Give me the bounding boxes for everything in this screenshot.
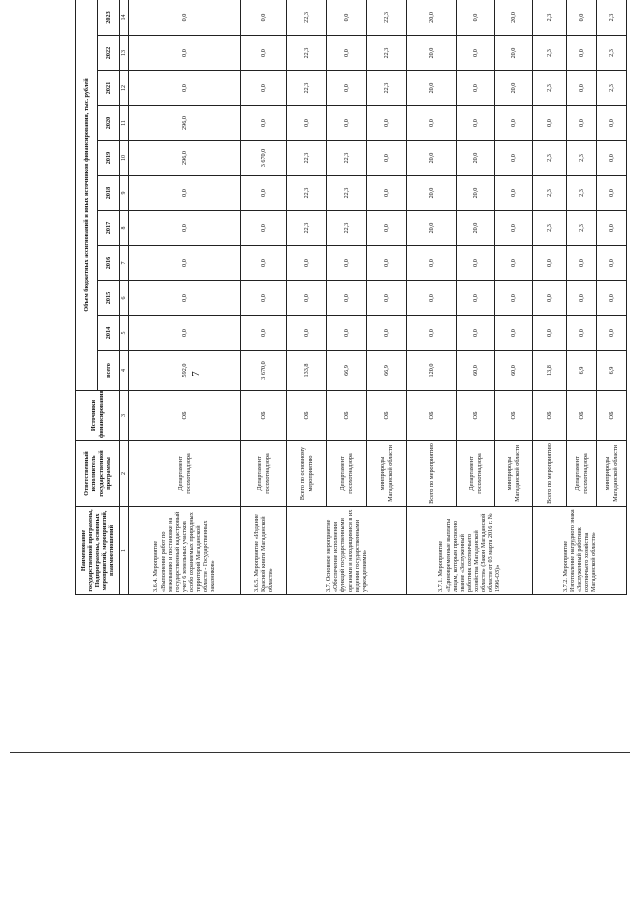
row-name: 3.6.5. Мероприятие «Издание Красной книги Магаданской области» bbox=[241, 507, 287, 595]
row-value: 3 670,0 bbox=[241, 141, 287, 176]
row-value: 0,0 bbox=[567, 106, 597, 141]
row-value: 0,0 bbox=[129, 246, 241, 281]
row-value: 133,8 bbox=[287, 351, 327, 391]
row-value: 0,0 bbox=[287, 281, 327, 316]
row-value: 120,0 bbox=[407, 351, 457, 391]
row-executor: Всего по мероприятию bbox=[533, 441, 567, 507]
row-source: ОБ bbox=[495, 391, 533, 441]
row-value: 0,0 bbox=[597, 316, 627, 351]
row-value: 20,0 bbox=[457, 176, 495, 211]
row-value: 22,3 bbox=[287, 211, 327, 246]
column-index-cell: 14 bbox=[120, 0, 129, 36]
row-value: 0,0 bbox=[407, 106, 457, 141]
row-value: 592,0 bbox=[129, 351, 241, 391]
row-value: 2,3 bbox=[533, 141, 567, 176]
row-value: 0,0 bbox=[327, 0, 367, 36]
header-total: всего bbox=[98, 351, 120, 391]
row-value: 0,0 bbox=[567, 246, 597, 281]
row-source: ОБ bbox=[567, 391, 597, 441]
row-value: 0,0 bbox=[457, 106, 495, 141]
row-value: 0,0 bbox=[457, 0, 495, 36]
row-value: 20,0 bbox=[407, 0, 457, 36]
row-value: 22,3 bbox=[287, 71, 327, 106]
row-name: 3.6.4. Мероприятие «Выполнение работ по межеванию и постановке на государственный кадастровый учет 6 земельных участков особо охраняемых природных территорий Магаданской области - Государственных заказников» bbox=[129, 507, 241, 595]
row-executor: Всего по основному мероприятию bbox=[287, 441, 327, 507]
row-value: 0,0 bbox=[597, 106, 627, 141]
header-year-2017: 2017 bbox=[98, 211, 120, 246]
table-row bbox=[597, 0, 627, 595]
row-value: 2,3 bbox=[597, 36, 627, 71]
row-value: 0,0 bbox=[129, 0, 241, 36]
header-name: Наименование государственной программы, Подпрограммы, основных мероприятий, мероприятий, взаимоотношений bbox=[76, 507, 120, 595]
row-value: 0,0 bbox=[367, 106, 407, 141]
row-value: 20,0 bbox=[495, 0, 533, 36]
row-value: 0,0 bbox=[407, 281, 457, 316]
row-value: 0,0 bbox=[495, 141, 533, 176]
row-value: 0,0 bbox=[495, 246, 533, 281]
row-value: 2,3 bbox=[533, 71, 567, 106]
row-value: 0,0 bbox=[567, 281, 597, 316]
row-value: 0,0 bbox=[533, 246, 567, 281]
row-value: 66,9 bbox=[327, 351, 367, 391]
row-value: 2,3 bbox=[533, 211, 567, 246]
row-value: 0,0 bbox=[129, 36, 241, 71]
row-value: 0,0 bbox=[327, 246, 367, 281]
row-value: 0,0 bbox=[287, 246, 327, 281]
column-index-cell: 4 bbox=[120, 351, 129, 391]
row-value: 0,0 bbox=[495, 211, 533, 246]
row-value: 0,0 bbox=[241, 246, 287, 281]
row-value: 20,0 bbox=[495, 71, 533, 106]
financing-table bbox=[75, 0, 627, 595]
row-value: 0,0 bbox=[567, 316, 597, 351]
row-value: 20,0 bbox=[407, 71, 457, 106]
page-number: 7 bbox=[189, 371, 202, 377]
row-name: 3.7. Основное мероприятие «Обеспечение исполнения функций государственными органами и находящимися в их ведении государственными учреждениями» bbox=[287, 507, 407, 595]
row-value: 0,0 bbox=[533, 281, 567, 316]
table-row bbox=[457, 0, 495, 595]
row-value: 0,0 bbox=[597, 176, 627, 211]
row-value: 0,0 bbox=[327, 281, 367, 316]
row-source: ОБ bbox=[241, 391, 287, 441]
column-index-cell: 6 bbox=[120, 281, 129, 316]
row-value: 0,0 bbox=[567, 0, 597, 36]
row-value: 2,3 bbox=[567, 176, 597, 211]
table-row bbox=[129, 0, 241, 595]
row-value: 22,3 bbox=[367, 36, 407, 71]
row-executor: Всего по мероприятию bbox=[407, 441, 457, 507]
table-row bbox=[287, 0, 327, 595]
row-source: ОБ bbox=[287, 391, 327, 441]
table-row bbox=[567, 0, 597, 595]
row-value: 0,0 bbox=[367, 176, 407, 211]
row-value: 0,0 bbox=[495, 176, 533, 211]
row-value: 0,0 bbox=[407, 246, 457, 281]
row-value: 0,0 bbox=[597, 281, 627, 316]
column-index-cell: 9 bbox=[120, 176, 129, 211]
row-value: 0,0 bbox=[533, 106, 567, 141]
row-value: 22,3 bbox=[327, 141, 367, 176]
row-value: 0,0 bbox=[327, 106, 367, 141]
row-value: 22,3 bbox=[287, 0, 327, 36]
header-executor: Ответственный исполнитель государственной программы bbox=[76, 441, 120, 507]
column-index-cell: 10 bbox=[120, 141, 129, 176]
row-value: 0,0 bbox=[287, 106, 327, 141]
row-value: 22,3 bbox=[327, 176, 367, 211]
row-value: 0,0 bbox=[367, 246, 407, 281]
row-value: 22,3 bbox=[287, 36, 327, 71]
column-index-cell: 11 bbox=[120, 106, 129, 141]
row-value: 3 670,0 bbox=[241, 351, 287, 391]
row-source: ОБ bbox=[129, 391, 241, 441]
row-value: 0,0 bbox=[287, 316, 327, 351]
row-value: 0,0 bbox=[241, 316, 287, 351]
row-value: 0,0 bbox=[457, 71, 495, 106]
row-value: 60,0 bbox=[495, 351, 533, 391]
row-source: ОБ bbox=[597, 391, 627, 441]
row-value: 0,0 bbox=[597, 246, 627, 281]
header-year-2020: 2020 bbox=[98, 106, 120, 141]
row-value: 20,0 bbox=[495, 36, 533, 71]
table-row bbox=[533, 0, 567, 595]
table-row bbox=[407, 0, 457, 595]
row-value: 2,3 bbox=[597, 0, 627, 36]
row-value: 20,0 bbox=[407, 141, 457, 176]
row-value: 2,3 bbox=[533, 36, 567, 71]
row-value: 0,0 bbox=[241, 211, 287, 246]
row-value: 20,0 bbox=[457, 211, 495, 246]
row-value: 20,0 bbox=[457, 141, 495, 176]
row-value: 0,0 bbox=[533, 316, 567, 351]
header-year-2015: 2015 bbox=[98, 281, 120, 316]
row-value: 13,8 bbox=[533, 351, 567, 391]
header-year-2018: 2018 bbox=[98, 176, 120, 211]
column-index-cell: 2 bbox=[120, 441, 129, 507]
header-year-2016: 2016 bbox=[98, 246, 120, 281]
header-year-2019: 2019 bbox=[98, 141, 120, 176]
row-value: 0,0 bbox=[129, 281, 241, 316]
row-value: 0,0 bbox=[129, 316, 241, 351]
row-executor: минприроды Магаданской области bbox=[597, 441, 627, 507]
column-index-cell: 12 bbox=[120, 71, 129, 106]
row-executor: Департамент госохотнадзора bbox=[129, 441, 241, 507]
row-value: 0,0 bbox=[567, 36, 597, 71]
row-source: ОБ bbox=[407, 391, 457, 441]
header-volume: Объем бюджетных ассигнований и иных источников финансирования, тыс. рублей bbox=[76, 0, 98, 391]
row-value: 22,3 bbox=[367, 71, 407, 106]
row-value: 2,3 bbox=[533, 0, 567, 36]
row-value: 22,3 bbox=[287, 176, 327, 211]
column-index-cell: 3 bbox=[120, 391, 129, 441]
row-executor: Департамент госохотнадзора bbox=[241, 441, 287, 507]
row-executor: Департамент госохотнадзора bbox=[327, 441, 367, 507]
table-row bbox=[495, 0, 533, 595]
row-executor: минприроды Магаданской области bbox=[367, 441, 407, 507]
row-value: 22,3 bbox=[327, 211, 367, 246]
row-value: 0,0 bbox=[129, 176, 241, 211]
row-value: 0,0 bbox=[495, 281, 533, 316]
column-index-cell: 5 bbox=[120, 316, 129, 351]
rotated-table-wrapper bbox=[75, 0, 619, 595]
row-source: ОБ bbox=[327, 391, 367, 441]
row-value: 0,0 bbox=[367, 316, 407, 351]
row-value: 60,0 bbox=[457, 351, 495, 391]
row-value: 0,0 bbox=[457, 36, 495, 71]
row-value: 0,0 bbox=[597, 141, 627, 176]
row-value: 0,0 bbox=[327, 71, 367, 106]
row-value: 2,3 bbox=[597, 71, 627, 106]
row-value: 0,0 bbox=[407, 316, 457, 351]
table-row bbox=[327, 0, 367, 595]
row-value: 0,0 bbox=[327, 36, 367, 71]
row-value: 66,9 bbox=[367, 351, 407, 391]
row-value: 0,0 bbox=[495, 106, 533, 141]
row-value: 22,3 bbox=[367, 0, 407, 36]
row-value: 296,0 bbox=[129, 106, 241, 141]
row-value: 0,0 bbox=[241, 0, 287, 36]
row-value: 0,0 bbox=[241, 281, 287, 316]
row-value: 296,0 bbox=[129, 141, 241, 176]
row-source: ОБ bbox=[367, 391, 407, 441]
row-value: 0,0 bbox=[457, 281, 495, 316]
table-row bbox=[241, 0, 287, 595]
row-source: ОБ bbox=[533, 391, 567, 441]
row-name: 3.7.2. Мероприятие Изготовление нагрудного знака «Заслуженный работник охотничьего хозяйства Магаданской области» bbox=[533, 507, 627, 595]
row-value: 6,9 bbox=[567, 351, 597, 391]
header-year-2021: 2021 bbox=[98, 71, 120, 106]
row-source: ОБ bbox=[457, 391, 495, 441]
row-value: 2,3 bbox=[567, 141, 597, 176]
header-year-2023: 2023 bbox=[98, 0, 120, 36]
row-name: 3.7.1. Мероприятие «Единовременные выплаты лицам, которым присвоено звание «Заслуженный работник охотничьего хозяйства Магаданской области» (Закон Магаданской области от 03 марта 2016 г. № 1996-ОЗ)» bbox=[407, 507, 533, 595]
row-value: 0,0 bbox=[129, 71, 241, 106]
row-value: 0,0 bbox=[457, 316, 495, 351]
header-source: Источники финансирования bbox=[76, 391, 120, 441]
row-executor: минприроды Магаданской области bbox=[495, 441, 533, 507]
row-value: 0,0 bbox=[241, 36, 287, 71]
row-value: 0,0 bbox=[241, 176, 287, 211]
row-value: 0,0 bbox=[129, 211, 241, 246]
row-value: 20,0 bbox=[407, 36, 457, 71]
column-index-cell: 1 bbox=[120, 507, 129, 595]
row-value: 0,0 bbox=[367, 281, 407, 316]
row-value: 0,0 bbox=[597, 211, 627, 246]
column-index-cell: 8 bbox=[120, 211, 129, 246]
table-row bbox=[367, 0, 407, 595]
row-value: 0,0 bbox=[367, 141, 407, 176]
row-executor: Департамент госохотнадзора bbox=[457, 441, 495, 507]
row-value: 0,0 bbox=[457, 246, 495, 281]
row-value: 20,0 bbox=[407, 176, 457, 211]
row-value: 2,3 bbox=[533, 176, 567, 211]
row-executor: Департамент госохотнадзора bbox=[567, 441, 597, 507]
row-value: 0,0 bbox=[241, 71, 287, 106]
row-value: 22,3 bbox=[287, 141, 327, 176]
row-value: 0,0 bbox=[567, 71, 597, 106]
row-value: 2,3 bbox=[567, 211, 597, 246]
header-year-2022: 2022 bbox=[98, 36, 120, 71]
row-value: 0,0 bbox=[495, 316, 533, 351]
row-value: 0,0 bbox=[327, 316, 367, 351]
row-value: 20,0 bbox=[407, 211, 457, 246]
column-index-cell: 7 bbox=[120, 246, 129, 281]
row-value: 6,9 bbox=[597, 351, 627, 391]
header-year-2014: 2014 bbox=[98, 316, 120, 351]
row-value: 0,0 bbox=[241, 106, 287, 141]
row-value: 0,0 bbox=[367, 211, 407, 246]
column-index-cell: 13 bbox=[120, 36, 129, 71]
page-divider bbox=[10, 752, 630, 753]
